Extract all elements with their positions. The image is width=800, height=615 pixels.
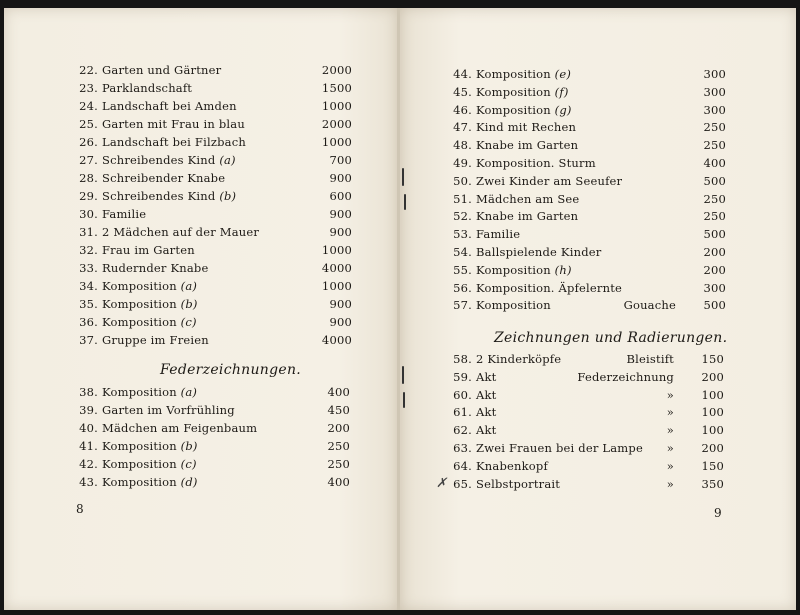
entry-title [476, 65, 571, 83]
entry-price: 900 [329, 171, 352, 185]
entry-title-text: Komposition [476, 298, 551, 313]
entry-number: 49. [453, 156, 472, 170]
catalog-entry [452, 136, 726, 154]
entry-number: 52. [453, 209, 472, 224]
entry-title-text: Schreibendes Kind [102, 153, 220, 167]
entry-variant: (f) [554, 84, 569, 99]
entry-price: 600 [329, 189, 352, 203]
entry-title [102, 331, 209, 349]
entry-price: 400 [703, 156, 726, 170]
entry-number: 48. [453, 138, 472, 153]
entry-price: 100 [701, 405, 724, 420]
entry-price: 100 [701, 387, 724, 402]
entry-price: 250 [703, 191, 726, 206]
entry-technique: » [666, 423, 674, 438]
entry-price: 1000 [321, 99, 352, 113]
catalog-entry [78, 169, 352, 187]
entry-title [102, 295, 198, 313]
entry-title-text: Landschaft bei Filzbach [102, 135, 246, 149]
entry-number: 31. [79, 225, 98, 239]
entry-price: 250 [703, 209, 726, 224]
catalog-entry [78, 313, 352, 331]
entry-title [102, 205, 146, 223]
catalog-entry [78, 151, 352, 169]
catalog-entry [452, 296, 726, 314]
entry-title [476, 225, 520, 243]
entry-number: 26. [79, 135, 98, 149]
catalog-entry [78, 437, 350, 455]
catalog-entry [78, 419, 350, 437]
entry-number: 56. [453, 280, 472, 295]
entry-number: 59. [453, 369, 472, 384]
entry-number: 65. [453, 476, 472, 491]
entry-price: 100 [701, 423, 724, 438]
entry-variant: (b) [180, 439, 198, 453]
entry-title-text: Garten mit Frau in blau [102, 117, 245, 131]
entry-title [476, 296, 551, 314]
catalog-entry [78, 277, 352, 295]
entry-price: 450 [327, 403, 350, 417]
entry-title-text: Komposition [102, 297, 181, 311]
entry-price: 4000 [321, 333, 352, 347]
stitch-mark-3 [402, 366, 404, 384]
catalog-entry [452, 207, 726, 225]
entry-title [102, 259, 208, 277]
entry-price: 150 [701, 458, 724, 473]
catalog-entry [78, 61, 352, 79]
entry-title-text: Komposition [102, 439, 181, 453]
entry-price: 250 [327, 439, 350, 453]
entry-price: 1500 [321, 81, 352, 95]
entry-title [476, 261, 572, 279]
catalog-entry [452, 475, 724, 493]
catalog-entry [78, 295, 352, 313]
entry-title-text: Frau im Garten [102, 243, 195, 257]
entry-technique: » [666, 441, 674, 455]
entry-number: 44. [453, 67, 472, 81]
entry-price: 900 [329, 297, 352, 311]
entry-title [102, 187, 236, 205]
catalog-entry [78, 331, 352, 349]
entry-title-text: Gruppe im Freien [102, 333, 209, 347]
catalog-entry [452, 403, 724, 421]
entry-title [476, 207, 578, 225]
catalog-entry [78, 187, 352, 205]
entry-number: 55. [453, 262, 472, 277]
entry-title [102, 455, 197, 473]
catalog-entry [452, 421, 724, 439]
entry-variant: (c) [180, 457, 197, 471]
entry-title [102, 223, 259, 241]
catalog-entry [452, 154, 726, 172]
entry-title-text: Zwei Frauen bei der Lampe [476, 441, 643, 455]
entry-number: 39. [79, 403, 98, 417]
entry-number: 40. [79, 421, 98, 435]
entry-title-text: 2 Kinderköpfe [476, 352, 562, 366]
entry-price: 1000 [321, 135, 352, 149]
entry-price: 2000 [321, 117, 352, 131]
entry-technique: Federzeichnung [577, 369, 674, 384]
entry-price: 4000 [321, 261, 352, 275]
entry-number: 61. [453, 405, 472, 420]
entry-title [476, 350, 561, 368]
entry-title-text: Knabe im Garten [476, 209, 579, 224]
entry-title [102, 473, 198, 491]
entry-variant: (b) [180, 297, 198, 311]
catalog-entry [452, 225, 726, 243]
entry-price: 300 [703, 280, 726, 295]
entry-number: 29. [79, 189, 98, 203]
entry-title [476, 243, 601, 261]
entry-title-text: Familie [476, 227, 521, 242]
entry-number: 25. [79, 117, 98, 131]
catalog-entry [452, 243, 726, 261]
entry-price: 250 [327, 457, 350, 471]
entry-price: 200 [701, 369, 724, 384]
entry-title-text: Knabenkopf [476, 458, 548, 473]
entry-number: 58. [453, 352, 472, 366]
entry-number: 62. [453, 423, 472, 438]
entry-title [102, 169, 225, 187]
entry-title-text: Schreibendes Kind [102, 189, 220, 203]
entry-number: 41. [79, 439, 98, 453]
entry-title [102, 97, 237, 115]
entry-title-text: Zwei Kinder am Seeufer [476, 173, 623, 188]
entry-number: 53. [453, 227, 472, 242]
entry-variant: (a) [180, 385, 198, 399]
catalog-entry [78, 383, 350, 401]
entry-price: 300 [703, 84, 726, 99]
entry-title [102, 115, 245, 133]
entry-number: 32. [79, 243, 98, 257]
entry-title-text: Akt [476, 405, 497, 420]
entry-technique: » [666, 458, 674, 473]
entry-number: 60. [453, 387, 472, 402]
entry-price: 1000 [321, 279, 352, 293]
entry-title [102, 401, 235, 419]
entry-number: 36. [79, 315, 98, 329]
catalog-entry [78, 79, 352, 97]
entry-title-text: Rudernder Knabe [102, 261, 209, 275]
catalog-entry [452, 439, 724, 457]
entry-number: 30. [79, 207, 98, 221]
entry-number: 47. [453, 120, 472, 135]
entry-variant: (g) [554, 102, 572, 117]
entry-title-text: Schreibender Knabe [102, 171, 226, 185]
entry-title [102, 277, 197, 295]
entry-title [476, 475, 560, 493]
entry-title [476, 386, 497, 404]
entry-number: 38. [79, 385, 98, 399]
entry-price: 200 [327, 421, 350, 435]
entry-title [102, 79, 192, 97]
entry-price: 900 [329, 207, 352, 221]
entry-title [476, 118, 576, 136]
catalog-entry [452, 101, 726, 119]
entry-number: 37. [79, 333, 98, 347]
entry-price: 1000 [321, 243, 352, 257]
entry-title-text: Mädchen am See [476, 191, 580, 206]
catalog-entry [452, 118, 726, 136]
entry-title [476, 83, 569, 101]
entry-title-text: 2 Mädchen auf der Mauer [102, 225, 260, 239]
entry-title [102, 313, 197, 331]
right-section-heading: Zeichnungen und Radierungen. [494, 330, 728, 346]
entry-title-text: Garten und Gärtner [102, 63, 222, 77]
left-section-heading: Federzeichnungen. [160, 362, 302, 378]
entry-variant: (h) [554, 262, 572, 277]
catalog-entry [78, 205, 352, 223]
entry-number: 35. [79, 297, 98, 311]
stitch-mark-2 [404, 194, 406, 210]
entry-price: 500 [703, 173, 726, 188]
stitch-mark-1 [402, 168, 404, 186]
catalog-entry [452, 457, 724, 475]
entry-number: 50. [453, 173, 472, 188]
entry-price: 250 [703, 138, 726, 153]
entry-variant: (b) [219, 189, 237, 203]
entry-title [476, 403, 497, 421]
entry-number: 34. [79, 279, 98, 293]
entry-number: 63. [453, 441, 472, 455]
handwritten-check-mark: ✗ [436, 476, 447, 491]
entry-title [476, 279, 622, 297]
entry-title [476, 172, 622, 190]
right-page-number: 9 [714, 506, 722, 520]
entry-number: 46. [453, 102, 472, 117]
entry-title [476, 101, 572, 119]
entry-title [102, 61, 221, 79]
entry-title-text: Garten im Vorfrühling [102, 403, 235, 417]
entry-title [476, 368, 497, 386]
entry-price: 2000 [321, 63, 352, 77]
entry-technique: » [666, 387, 674, 402]
entry-title [102, 241, 195, 259]
entry-number: 43. [79, 475, 98, 489]
entry-number: 27. [79, 153, 98, 167]
entry-number: 45. [453, 84, 472, 99]
entry-title-text: Knabe im Garten [476, 138, 579, 153]
entry-title-text: Akt [476, 369, 497, 384]
left-page-number: 8 [76, 502, 84, 516]
entry-number: 28. [79, 171, 98, 185]
entry-variant: (a) [180, 279, 198, 293]
entry-number: 33. [79, 261, 98, 275]
entry-title [476, 421, 497, 439]
entry-number: 64. [453, 458, 472, 473]
entry-price: 300 [703, 102, 726, 117]
catalog-entry [78, 241, 352, 259]
entry-number: 24. [79, 99, 98, 113]
entry-number: 23. [79, 81, 98, 95]
entry-price: 200 [703, 245, 726, 259]
entry-title-text: Mädchen am Feigenbaum [102, 421, 258, 435]
entry-title [476, 439, 643, 457]
entry-title [476, 136, 578, 154]
entry-title-text: Parklandschaft [102, 81, 193, 95]
catalog-entry [78, 115, 352, 133]
entry-title-text: Komposition [102, 457, 181, 471]
entry-variant: (c) [180, 315, 197, 329]
entry-title-text: Komposition [102, 315, 181, 329]
entry-title [102, 419, 257, 437]
entry-price: 900 [329, 225, 352, 239]
entry-price: 200 [701, 441, 724, 455]
entry-title-text: Komposition [102, 279, 181, 293]
entry-title [102, 437, 198, 455]
entry-title-text: Komposition [476, 84, 555, 99]
entry-technique: Bleistift [626, 352, 674, 366]
catalog-entry [452, 190, 726, 208]
entry-price: 500 [703, 298, 726, 313]
entry-price: 700 [329, 153, 352, 167]
entry-price: 150 [701, 352, 724, 366]
catalog-entry [452, 386, 724, 404]
entry-title-text: Ballspielende Kinder [476, 245, 602, 259]
entry-price: 350 [701, 476, 724, 491]
entry-number: 57. [453, 298, 472, 313]
entry-title-text: Landschaft bei Amden [102, 99, 237, 113]
entry-price: 400 [327, 475, 350, 489]
entry-title-text: Komposition [102, 385, 181, 399]
entry-technique: Gouache [623, 298, 676, 313]
stitch-mark-4 [403, 392, 405, 408]
entry-title-text: Komposition. Äpfelernte [476, 280, 623, 295]
entry-number: 42. [79, 457, 98, 471]
entry-title-text: Komposition. Sturm [476, 156, 596, 170]
catalog-entry [452, 368, 724, 386]
entry-title [476, 190, 579, 208]
entry-title [102, 133, 246, 151]
catalog-entry [78, 455, 350, 473]
catalog-entry [452, 350, 724, 368]
entry-title [102, 151, 236, 169]
entry-price: 250 [703, 120, 726, 135]
entry-title-text: Akt [476, 387, 497, 402]
entry-title [102, 383, 197, 401]
entry-number: 22. [79, 63, 98, 77]
entry-title [476, 457, 548, 475]
catalog-entry [452, 65, 726, 83]
catalog-entry [78, 473, 350, 491]
entry-title-text: Komposition [476, 102, 555, 117]
catalog-entry [452, 172, 726, 190]
entry-number: 51. [453, 191, 472, 206]
catalog-entry [78, 223, 352, 241]
catalog-entry [452, 83, 726, 101]
entry-title-text: Familie [102, 207, 147, 221]
entry-price: 900 [329, 315, 352, 329]
catalog-entry [78, 401, 350, 419]
catalog-entry [78, 259, 352, 277]
entry-title-text: Komposition [102, 475, 181, 489]
catalog-entry [78, 97, 352, 115]
entry-price: 500 [703, 227, 726, 242]
entry-technique: » [666, 476, 674, 491]
entry-title [476, 154, 596, 172]
entry-price: 400 [327, 385, 350, 399]
entry-title-text: Selbstportrait [476, 476, 561, 491]
entry-number: 54. [453, 245, 472, 259]
entry-title-text: Kind mit Rechen [476, 120, 577, 135]
entry-title-text: Akt [476, 423, 497, 438]
entry-price: 200 [703, 262, 726, 277]
entry-technique: » [666, 405, 674, 420]
catalog-entry [452, 261, 726, 279]
entry-variant: (e) [554, 67, 572, 81]
catalog-entry [452, 279, 726, 297]
entry-price: 300 [703, 67, 726, 81]
entry-title-text: Komposition [476, 67, 555, 81]
catalog-entry [78, 133, 352, 151]
entry-title-text: Komposition [476, 262, 555, 277]
entry-variant: (a) [219, 153, 236, 167]
entry-variant: (d) [180, 475, 198, 489]
